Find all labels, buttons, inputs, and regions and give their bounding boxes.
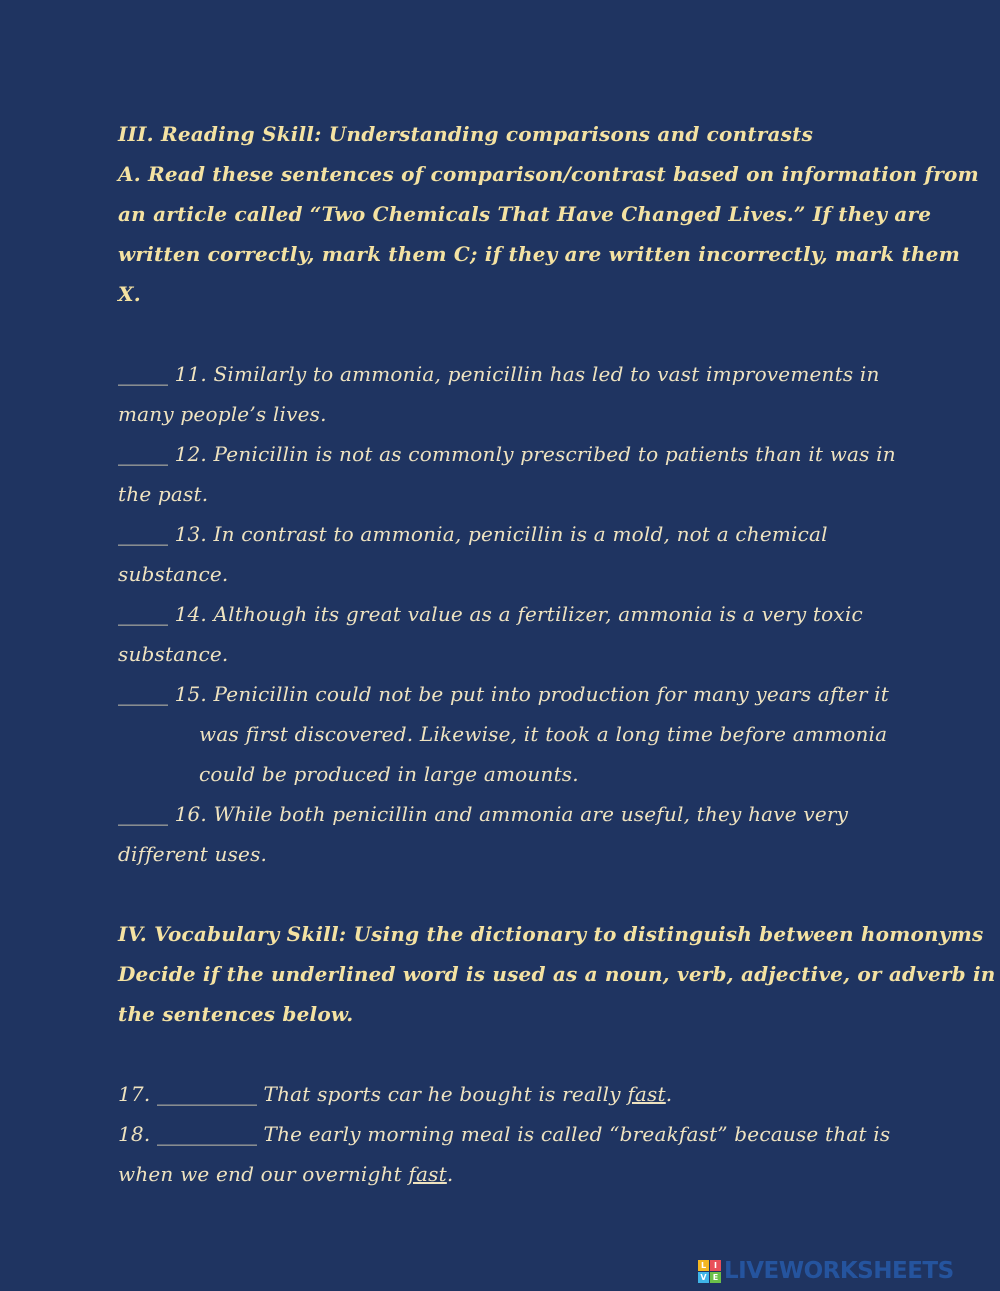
logo-letter: L	[698, 1260, 709, 1271]
question-17-number: 17.	[118, 1082, 151, 1106]
logo-letter: E	[710, 1272, 721, 1283]
underlined-word: fast	[627, 1082, 666, 1106]
question-13-text: 13. In contrast to ammonia, penicillin is a mold, not a chemical	[174, 522, 828, 546]
answer-blank-18[interactable]: __________	[156, 1122, 257, 1146]
underlined-word: fast	[408, 1162, 447, 1186]
section-4-instruction: the sentences below.	[118, 1002, 354, 1026]
question-12	[118, 434, 933, 474]
question-12-text: 12. Penicillin is not as commonly prescribed to patients than it was in	[174, 442, 896, 466]
liveworksheets-logo-icon	[698, 1260, 721, 1283]
punctuation: .	[665, 1082, 673, 1106]
question-15	[118, 674, 933, 714]
answer-blank-13[interactable]: _____	[118, 522, 168, 546]
question-14	[118, 594, 933, 634]
question-12-continued: the past.	[118, 482, 209, 506]
answer-blank-16[interactable]: _____	[118, 802, 168, 826]
question-16-text: 16. While both penicillin and ammonia are useful, they have very	[174, 802, 849, 826]
section-3-heading: III. Reading Skill: Understanding comparisons and contrasts	[118, 122, 814, 146]
answer-blank-12[interactable]: _____	[118, 442, 168, 466]
question-18	[118, 1114, 933, 1154]
answer-blank-17[interactable]: __________	[156, 1082, 257, 1106]
question-18-text: when we end our overnight	[118, 1162, 402, 1186]
question-18-text: The early morning meal is called “breakfast” because that is	[263, 1122, 891, 1146]
question-18-number: 18.	[118, 1122, 151, 1146]
section-3-instruction: X.	[118, 282, 141, 306]
answer-blank-14[interactable]: _____	[118, 602, 168, 626]
section-3-instruction: A. Read these sentences of comparison/contrast based on information from	[118, 162, 979, 186]
question-16	[118, 794, 933, 834]
question-14-continued: substance.	[118, 642, 229, 666]
question-17-text: That sports car he bought is really	[263, 1082, 621, 1106]
spacer	[118, 314, 933, 354]
question-11-text: 11. Similarly to ammonia, penicillin has led to vast improvements in	[174, 362, 880, 386]
section-4-heading: IV. Vocabulary Skill: Using the dictionary to distinguish between homonyms	[118, 922, 984, 946]
section-3-instruction: written correctly, mark them C; if they are written incorrectly, mark them	[118, 242, 960, 266]
section-4-instruction: Decide if the underlined word is used as a noun, verb, adjective, or adverb in	[118, 962, 996, 986]
spacer	[118, 1034, 933, 1074]
watermark-text: LIVEWORKSHEETS	[724, 1258, 954, 1284]
logo-letter: I	[710, 1260, 721, 1271]
logo-letter: V	[698, 1272, 709, 1283]
question-15-continued: could be produced in large amounts.	[199, 762, 579, 786]
question-15-continued: was first discovered. Likewise, it took a long time before ammonia	[199, 722, 888, 746]
question-16-continued: different uses.	[118, 842, 268, 866]
worksheet-page	[118, 114, 996, 1194]
question-13	[118, 514, 933, 554]
question-11-continued: many people’s lives.	[118, 402, 327, 426]
answer-blank-11[interactable]: _____	[118, 362, 168, 386]
spacer	[118, 874, 933, 914]
question-14-text: 14. Although its great value as a fertilizer, ammonia is a very toxic	[174, 602, 863, 626]
question-15-text: 15. Penicillin could not be put into production for many years after it	[174, 682, 889, 706]
question-11	[118, 354, 933, 394]
punctuation: .	[446, 1162, 454, 1186]
liveworksheets-watermark	[698, 1258, 954, 1284]
question-17	[118, 1074, 933, 1114]
question-13-continued: substance.	[118, 562, 229, 586]
answer-blank-15[interactable]: _____	[118, 682, 168, 706]
section-3-instruction: an article called “Two Chemicals That Have Changed Lives.” If they are	[118, 202, 932, 226]
question-18-continued	[118, 1154, 933, 1194]
